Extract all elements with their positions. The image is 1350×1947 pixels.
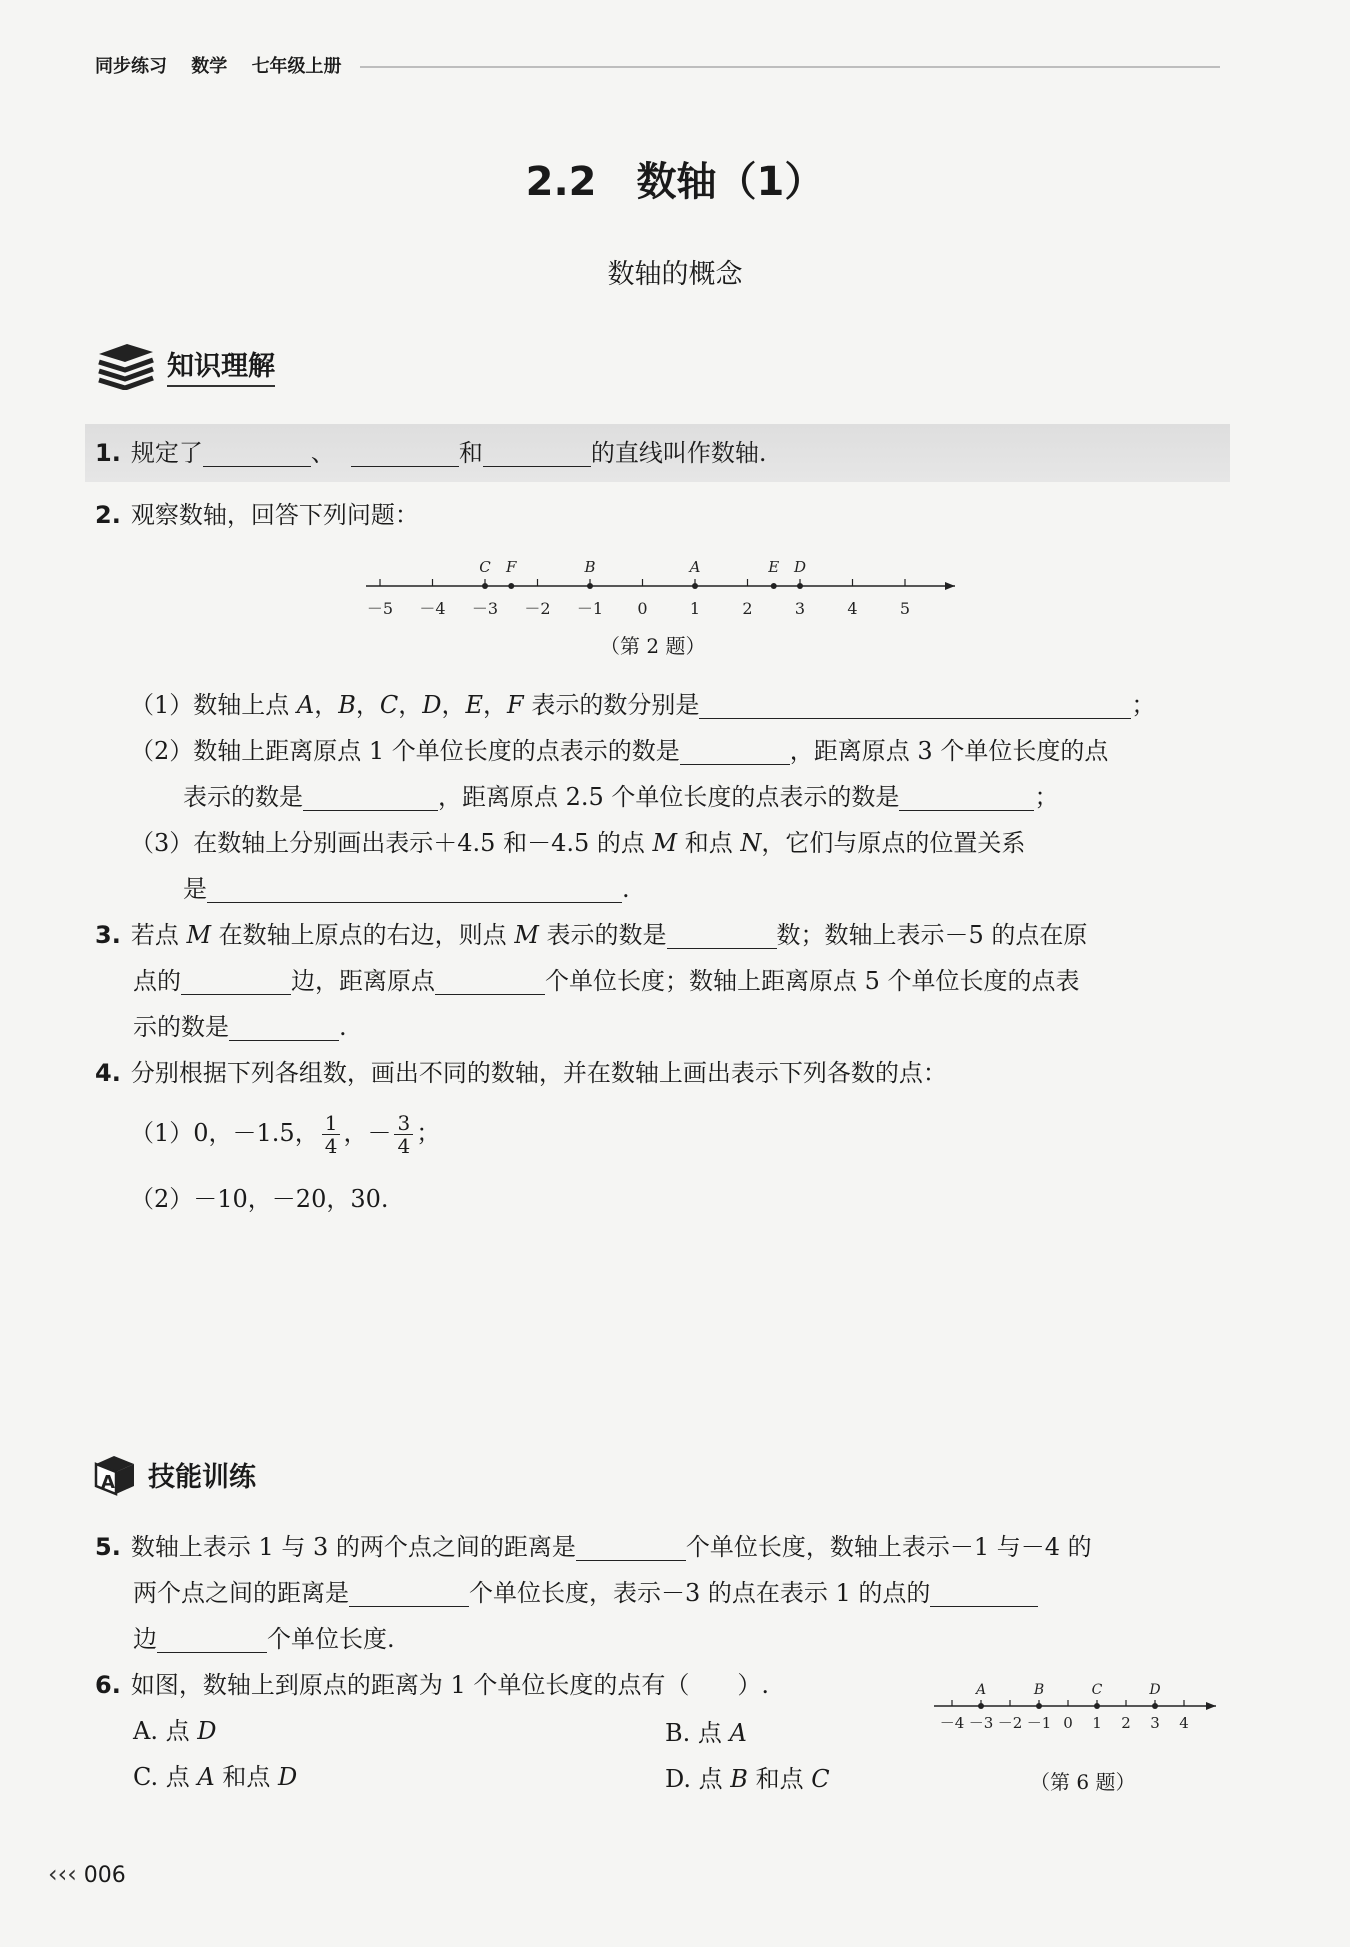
q2-s2-c: 表示的数是 <box>183 783 303 811</box>
tick-label: 4 <box>1179 1714 1189 1732</box>
question-1 <box>95 430 766 476</box>
q6-number-line <box>920 1656 1220 1746</box>
q2-s3-a: （3）在数轴上分别画出表示＋4.5 和－4.5 的点 <box>130 829 653 857</box>
q1-blank-2[interactable] <box>351 436 459 467</box>
q4-s1-end: ； <box>416 1119 441 1147</box>
q2-s1-sep: ， <box>398 691 423 719</box>
q3-blank-3[interactable] <box>435 964 545 995</box>
q3-i: . <box>339 1013 347 1041</box>
tick-label: －3 <box>471 599 499 618</box>
q3-number: 3. <box>95 921 121 949</box>
q1-number: 1. <box>95 439 121 467</box>
q3-c: 表示的数是 <box>538 921 667 949</box>
question-3-line1 <box>95 912 1087 958</box>
point-label-b: B <box>584 558 596 576</box>
point-label-c: C <box>1091 1682 1103 1698</box>
point-d <box>1152 1703 1158 1709</box>
q2-number-line <box>360 552 960 624</box>
q2-s1-pt-a: A <box>296 691 315 719</box>
q6-option-c-var2: D <box>278 1763 298 1791</box>
tick-label: 2 <box>742 599 753 618</box>
q5-blank-1[interactable] <box>576 1530 686 1561</box>
tick-label: 3 <box>794 599 806 618</box>
tick-label: －2 <box>524 599 551 618</box>
q6-option-c[interactable] <box>133 1754 297 1800</box>
q3-a: 若点 <box>130 921 187 949</box>
q5-number: 5. <box>95 1533 121 1561</box>
axis-arrow <box>945 582 955 590</box>
q2-s2-d: ，距离原点 2.5 个单位长度的点表示的数是 <box>438 783 900 811</box>
header-book: 同步练习 <box>95 56 167 77</box>
point-label-b: B <box>1033 1682 1045 1698</box>
header-rule <box>360 66 1220 68</box>
q6-caption: （第 6 题） <box>1030 1770 1136 1794</box>
section-knowledge-label: 知识理解 <box>167 344 275 387</box>
q3-e: 点的 <box>133 967 181 995</box>
section-knowledge <box>95 340 275 390</box>
section-skills-label: 技能训练 <box>148 1461 256 1493</box>
q6-option-a[interactable] <box>133 1708 217 1754</box>
q3-b: 在数轴上原点的右边，则点 <box>211 921 515 949</box>
footer-arrows: ‹‹‹ <box>48 1860 77 1888</box>
q2-s1-d: ； <box>1131 691 1156 719</box>
q3-d: 数；数轴上表示－5 的点在原 <box>776 921 1088 949</box>
tick-label: －4 <box>419 599 446 618</box>
tick-label: 4 <box>847 599 858 618</box>
tick-label: －1 <box>576 599 604 618</box>
q4-s1-prefix: （1）0，－1.5， <box>130 1119 319 1147</box>
q4-sub-1 <box>130 1110 440 1157</box>
point-label-f: F <box>506 558 517 576</box>
q2-s3-m: M <box>652 829 678 857</box>
q2-sub-2-line2 <box>183 774 1058 820</box>
q3-blank-1[interactable] <box>667 918 777 949</box>
point-label-d: D <box>793 558 807 576</box>
section-skills <box>92 1452 256 1498</box>
q2-s1-a: （1）数轴上点 <box>130 691 297 719</box>
q4-frac-2-num: 3 <box>394 1112 413 1135</box>
tick-label: －4 <box>939 1714 965 1732</box>
q2-s1-pt-c: C <box>379 691 399 719</box>
q6-option-d-mid: 和点 <box>747 1765 812 1793</box>
q1-text-c: 和 <box>458 439 483 467</box>
q6-option-a-text: 点 <box>165 1717 198 1745</box>
question-3-line3 <box>133 1004 347 1050</box>
q2-text: 观察数轴，回答下列问题： <box>130 501 419 529</box>
q2-s3-e: . <box>622 875 630 903</box>
q3-g: 个单位长度；数轴上距离原点 5 个单位长度的点表 <box>545 967 1080 995</box>
q2-s2-a: （2）数轴上距离原点 1 个单位长度的点表示的数是 <box>130 737 680 765</box>
q6-option-c-mid: 和点 <box>214 1763 279 1791</box>
tick-label: －2 <box>997 1714 1023 1732</box>
q1-text-d: 的直线叫作数轴. <box>590 439 767 467</box>
q6-option-c-letter: C. <box>133 1763 159 1791</box>
q3-h: 示的数是 <box>133 1013 229 1041</box>
q2-s1-sep: ， <box>441 691 466 719</box>
q1-blank-1[interactable] <box>203 436 311 467</box>
q6-option-b-var: A <box>729 1719 747 1747</box>
q2-s2-blank-2[interactable] <box>303 780 438 811</box>
question-5-line1 <box>95 1524 1092 1570</box>
q2-sub-2-line1 <box>130 728 1108 774</box>
q4-frac-1-den: 4 <box>324 1134 338 1158</box>
q4-text: 分别根据下列各组数，画出不同的数轴，并在数轴上画出表示下列各数的点： <box>130 1059 947 1087</box>
page-number: 006 <box>83 1863 126 1888</box>
q6-option-d-var1: B <box>730 1765 748 1793</box>
point-c <box>482 583 488 589</box>
q6-option-d-var2: C <box>811 1765 830 1793</box>
q2-s1-pt-d: D <box>422 691 442 719</box>
q5-blank-4[interactable] <box>157 1622 267 1653</box>
point-a <box>692 583 698 589</box>
q6-number: 6. <box>95 1671 121 1699</box>
q3-m: M <box>186 921 212 949</box>
q2-s3-c: ，它们与原点的位置关系 <box>761 829 1026 857</box>
q4-frac-1 <box>322 1112 341 1157</box>
tick-label: 0 <box>637 599 648 618</box>
lesson-subtitle: 数轴的概念 <box>607 259 743 290</box>
q2-s1-pt-e: E <box>465 691 484 719</box>
point-d <box>797 583 803 589</box>
header-subject: 数学 <box>191 56 228 77</box>
q5-blank-2[interactable] <box>349 1576 469 1607</box>
point-label-e: E <box>768 558 780 576</box>
q6-option-a-letter: A. <box>133 1717 158 1745</box>
q4-frac-2-den: 4 <box>397 1134 411 1158</box>
q2-s1-sep: ， <box>483 691 508 719</box>
q2-s2-e: ； <box>1034 783 1059 811</box>
q2-s2-blank-1[interactable] <box>680 734 790 765</box>
q6-text: 如图，数轴上到原点的距离为 1 个单位长度的点有（ ）. <box>130 1671 769 1699</box>
q2-sub-1 <box>130 682 1155 728</box>
q6-option-d-text: 点 <box>698 1765 731 1793</box>
q2-s1-sep: ， <box>314 691 339 719</box>
q2-s1-blank[interactable] <box>699 688 1131 719</box>
q6-option-b[interactable] <box>665 1710 747 1756</box>
question-6 <box>95 1662 769 1708</box>
tick-label: 5 <box>899 599 911 618</box>
tick-label: 1 <box>1092 1714 1102 1732</box>
q2-s1-c: 表示的数分别是 <box>523 691 700 719</box>
q3-m: M <box>514 921 539 949</box>
tick-label: 2 <box>1121 1714 1131 1732</box>
q2-s1-pt-b: B <box>338 691 356 719</box>
q6-option-c-text: 点 <box>165 1763 198 1791</box>
point-c <box>1094 1703 1100 1709</box>
q2-s1-sep: ， <box>355 691 380 719</box>
point-b <box>1036 1703 1042 1709</box>
q5-blank-3[interactable] <box>930 1576 1038 1607</box>
q1-text-a: 规定了 <box>130 439 203 467</box>
q6-option-d-letter: D. <box>665 1765 692 1793</box>
q5-b: 个单位长度，数轴上表示－1 与－4 的 <box>685 1533 1092 1561</box>
svg-text:A: A <box>101 1472 115 1493</box>
point-label-c: C <box>479 558 491 576</box>
cube-a-icon <box>92 1452 138 1498</box>
q3-blank-2[interactable] <box>181 964 291 995</box>
q2-sub-3-line1 <box>130 820 1025 866</box>
tick-label: －1 <box>1026 1714 1052 1732</box>
q5-f: 个单位长度. <box>267 1625 395 1653</box>
axis-arrow <box>1206 1702 1216 1710</box>
q3-f: 边，距离原点 <box>291 967 435 995</box>
point-f <box>508 583 514 589</box>
question-5-line2 <box>133 1570 1038 1616</box>
header-grade: 七年级上册 <box>251 56 342 77</box>
q2-s2-b: ，距离原点 3 个单位长度的点 <box>789 737 1109 765</box>
point-label-a: A <box>689 558 701 576</box>
q4-frac-2 <box>394 1112 413 1157</box>
q4-sub-2: （2）－10，－20，30. <box>130 1185 389 1213</box>
q2-s3-b: 和点 <box>677 829 741 857</box>
lesson-title: 2.2 数轴（1） <box>525 159 825 205</box>
point-label-a: A <box>975 1682 987 1698</box>
question-2 <box>95 492 419 538</box>
books-icon <box>95 340 157 390</box>
q5-e: 边 <box>133 1625 157 1653</box>
q2-number: 2. <box>95 501 121 529</box>
q6-option-a-var: D <box>197 1717 217 1745</box>
point-b <box>587 583 593 589</box>
tick-label: －5 <box>366 599 394 618</box>
q6-option-b-text: 点 <box>697 1719 730 1747</box>
q2-s1-pt-f: F <box>507 691 524 719</box>
point-a <box>978 1703 984 1709</box>
q5-c: 两个点之间的距离是 <box>133 1579 349 1607</box>
q6-option-c-var1: A <box>197 1763 215 1791</box>
q4-number: 4. <box>95 1059 121 1087</box>
tick-label: －3 <box>968 1714 994 1732</box>
q5-d: 个单位长度，表示－3 的点在表示 1 的点的 <box>469 1579 931 1607</box>
tick-label: 1 <box>689 599 701 618</box>
q2-s2-blank-3[interactable] <box>899 780 1034 811</box>
q1-blank-3[interactable] <box>483 436 591 467</box>
point-e <box>771 583 777 589</box>
q4-s1-mid: ，－ <box>343 1119 392 1147</box>
q2-s3-n: N <box>740 829 762 857</box>
q5-a: 数轴上表示 1 与 3 的两个点之间的距离是 <box>130 1533 576 1561</box>
q4-frac-1-num: 1 <box>322 1112 341 1135</box>
q2-sub-3-line2 <box>183 866 630 912</box>
question-4 <box>95 1050 947 1096</box>
question-5-line3 <box>133 1616 395 1662</box>
q6-option-d[interactable] <box>665 1756 830 1802</box>
tick-label: 3 <box>1150 1714 1160 1732</box>
q2-s3-d: 是 <box>183 875 207 903</box>
page-header <box>95 52 360 78</box>
page-footer <box>48 1860 126 1888</box>
question-3-line2 <box>133 958 1080 1004</box>
q2-caption: （第 2 题） <box>600 634 706 658</box>
q3-blank-4[interactable] <box>229 1010 339 1041</box>
tick-label: 0 <box>1063 1714 1073 1732</box>
q6-option-b-letter: B. <box>665 1719 691 1747</box>
q2-s3-blank[interactable] <box>207 872 622 903</box>
point-label-d: D <box>1149 1682 1161 1698</box>
q1-text-b: 、 <box>310 439 335 467</box>
